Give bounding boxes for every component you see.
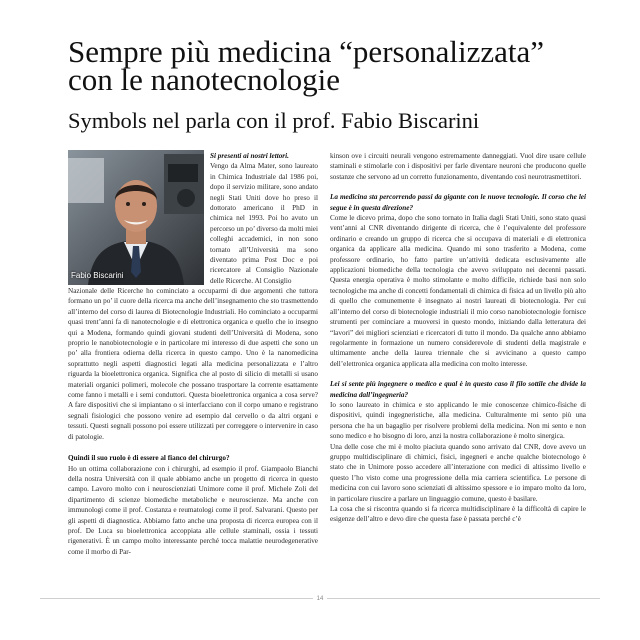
intro-answer-part1: Vengo da Alma Mater, sono laureato in Chimica Industriale dal 1986 poi, dopo il servizio militare, sono andato negli Stati Uniti dove ho preso il dottorato americano il PhD in chimica nel 1993. Poi ho avuto un percorso un po’ diverso da molti miei colleghi accademici, in non sono tornato all’Università ma sono diventato prima Post Doc e poi ricercatore al Consiglio Nazionale delle Ricerche. Al Consiglio [210,162,318,285]
intro-wrap-column [210,151,318,286]
page-number [0,596,640,602]
answer-3c: La cosa che si riscontra quando si fa ricerca multidisciplinare è la difficoltà di capire le esigenze dell’altro e devo dire che questa fase è passata perché c’è [330,505,586,524]
column-right [330,151,586,525]
answer-3b: Una delle cose che mi è molto piaciuta quando sono arrivato dal CNR, dove avevo un gruppo multidisciplinare di chimici, fisici, ingegneri e anche qualche biotecnologo è stato che in Unimore posso accedere all’interazione con medici di altissimo livello e questo l’ho visto come una progressione della mia carriera scientifica. Le persone di medicina con cui lavoro sono scienziati di altissimo spessore e io imparo molto da loro, in particolare riuscire a parlare un linguaggio comune, questo è basilare. [330,442,586,503]
page-number-label: 14 [313,596,328,602]
intro-answer-part2: Nazionale delle Ricerche ho cominciato a occuparmi di due argomenti che tuttora formano un po’ il cuore della ricerca ma anche dell’insegnamento che sto trasmettendo all’interno del corso di laurea di Biotecnologie Industriali. Ho cominciato a occuparmi quasi trent’anni fa di nanotecnologie e di elettronica organica e quello che io insegno qui a Modena, formando quindi giovani studenti dell’Università di Modena, sono proprio le nanobiotecnologie e in particolare mi interesso di due aspetti che sono un po’ alla frontiera odierna della ricerca in questo campo. Uno è la nanomedicina soprattutto negli aspetti diagnostici legati alla medicina personalizzata e l’altro riguarda la bioelettronica organica. Significa che al posto di silicio di metalli si usano materiali organici polimeri, molecole che possano trasportare la corrente esattamente come fanno i metalli e i semi conduttori. Questa bioelettronica organica a cosa serve? A fare dispositivi che si impiantano o si interfacciano con il corpo umano e registrano segnali fisiologici che possono venire ad esempio dal cervello o da altri organi e tessuti. Questi segnali possono poi essere utilizzati per correggere o intervenire in caso di patologie. [68,287,318,441]
question-3: Lei si sente più ingegnere o medico e qual è in questo caso il filo sottile che divide la medicina dall’ingegneria? [330,380,586,399]
answer-1-continued: kinson ove i circuiti neurali vengono estremamente danneggiati. Vuol dire usare cellule staminali e stimolarle con i dispositivi per farle diventare neuroni che producono quelle sostanze che servono ad un corretto funzionamento, diventando così neurotrasmettitori. [330,152,586,181]
answer-3: Io sono laureato in chimica e sto applicando le mie conoscenze chimico-fisiche di dispositivi, quindi ingegneristiche, alla medicina. Culturalmente mi sento più una persona che ha un bagaglio per risolvere problemi della medicina. Non mi sento e non sono medico e ho bisogno di loro, anzi la nostra collaborazione è molto sinergica. [330,400,586,441]
portrait-photo [68,150,204,285]
question-2: La medicina sta percorrendo passi da gigante con le nuove tecnologie. Il corso che lei segue è in questa direzione? [330,193,586,212]
article-title: Sempre più medicina “personalizzata” con le nanotecnologie [68,34,544,97]
answer-1: Ho un ottima collaborazione con i chirurghi, ad esempio il prof. Giampaolo Bianchi della nostra Università con il quale abbiamo anche un progetto di ricerca in questo campo. Lavoro molto con i neuroscienziati Unimore come il prof. Michele Zoli del dipartimento di scienze biomediche metaboliche e neuroscienze. Ma anche con immunologi come il prof. Costanza e reumatologi come il prof. Salvarani. Questo per gli aspetti di diagnostica. Abbiamo fatto anche una proposta di ricerca europea con il prof. De Luca su bioelettronica accoppiata alle cellule staminali, ossia i tessuti rigenerativi. È un campo molto interessante perché tocca malattie neurodegenerative come il morbo di Par- [68,464,318,556]
portrait-illustration [68,150,204,285]
answer-2: Come le dicevo prima, dopo che sono tornato in Italia dagli Stati Uniti, sono stato quasi vent’anni al CNR diventando dirigente di ricerca, che è l’equivalente del professore ordinario e creando un gruppo di ricerca che si occupava di materiali e di elettronica organica da applicare alla medicina. Quando mi sono trasferito a Modena, come professore ordinario, ho fatto partire un’attività dedicata esclusivamente alle applicazioni biomediche della tecnologia che avevo sviluppato nei decenni passati. Questa energia operativa è molto stimolante e molto difficile, richiede basi non solo tecnologiche ma anche di concetti fondamentali di chimica di fisica ad un livello più alto di quello che comunemente è insegnato ai nostri laureati di biotecnologia. Per cui all’interno del corso di biotecnologie industriali il mio corso nanobiotecnologie fornisce strumenti per cominciare a muoversi in questo mondo, iniziando dalla letteratura dei “lavori” dei migliori scienziati e ricercatori di tutto il mondo. Da qualche anno abbiamo regolarmente in formazione un numero considerevole di studenti della magistrale e ultimamente anche della laurea triennale che si avvicinano a questo campo dell’elettronica organica applicata alla medicina con molto interesse. [330,214,586,368]
intro-question: Si presenti ai nostri lettori. [210,152,289,160]
question-1: Quindi il suo ruolo è di essere al fianco del chirurgo? [68,454,230,463]
photo-caption: Fabio Biscarini [71,271,124,280]
article-subtitle: Symbols nel parla con il prof. Fabio Biscarini [68,108,480,133]
column-left [68,286,318,557]
